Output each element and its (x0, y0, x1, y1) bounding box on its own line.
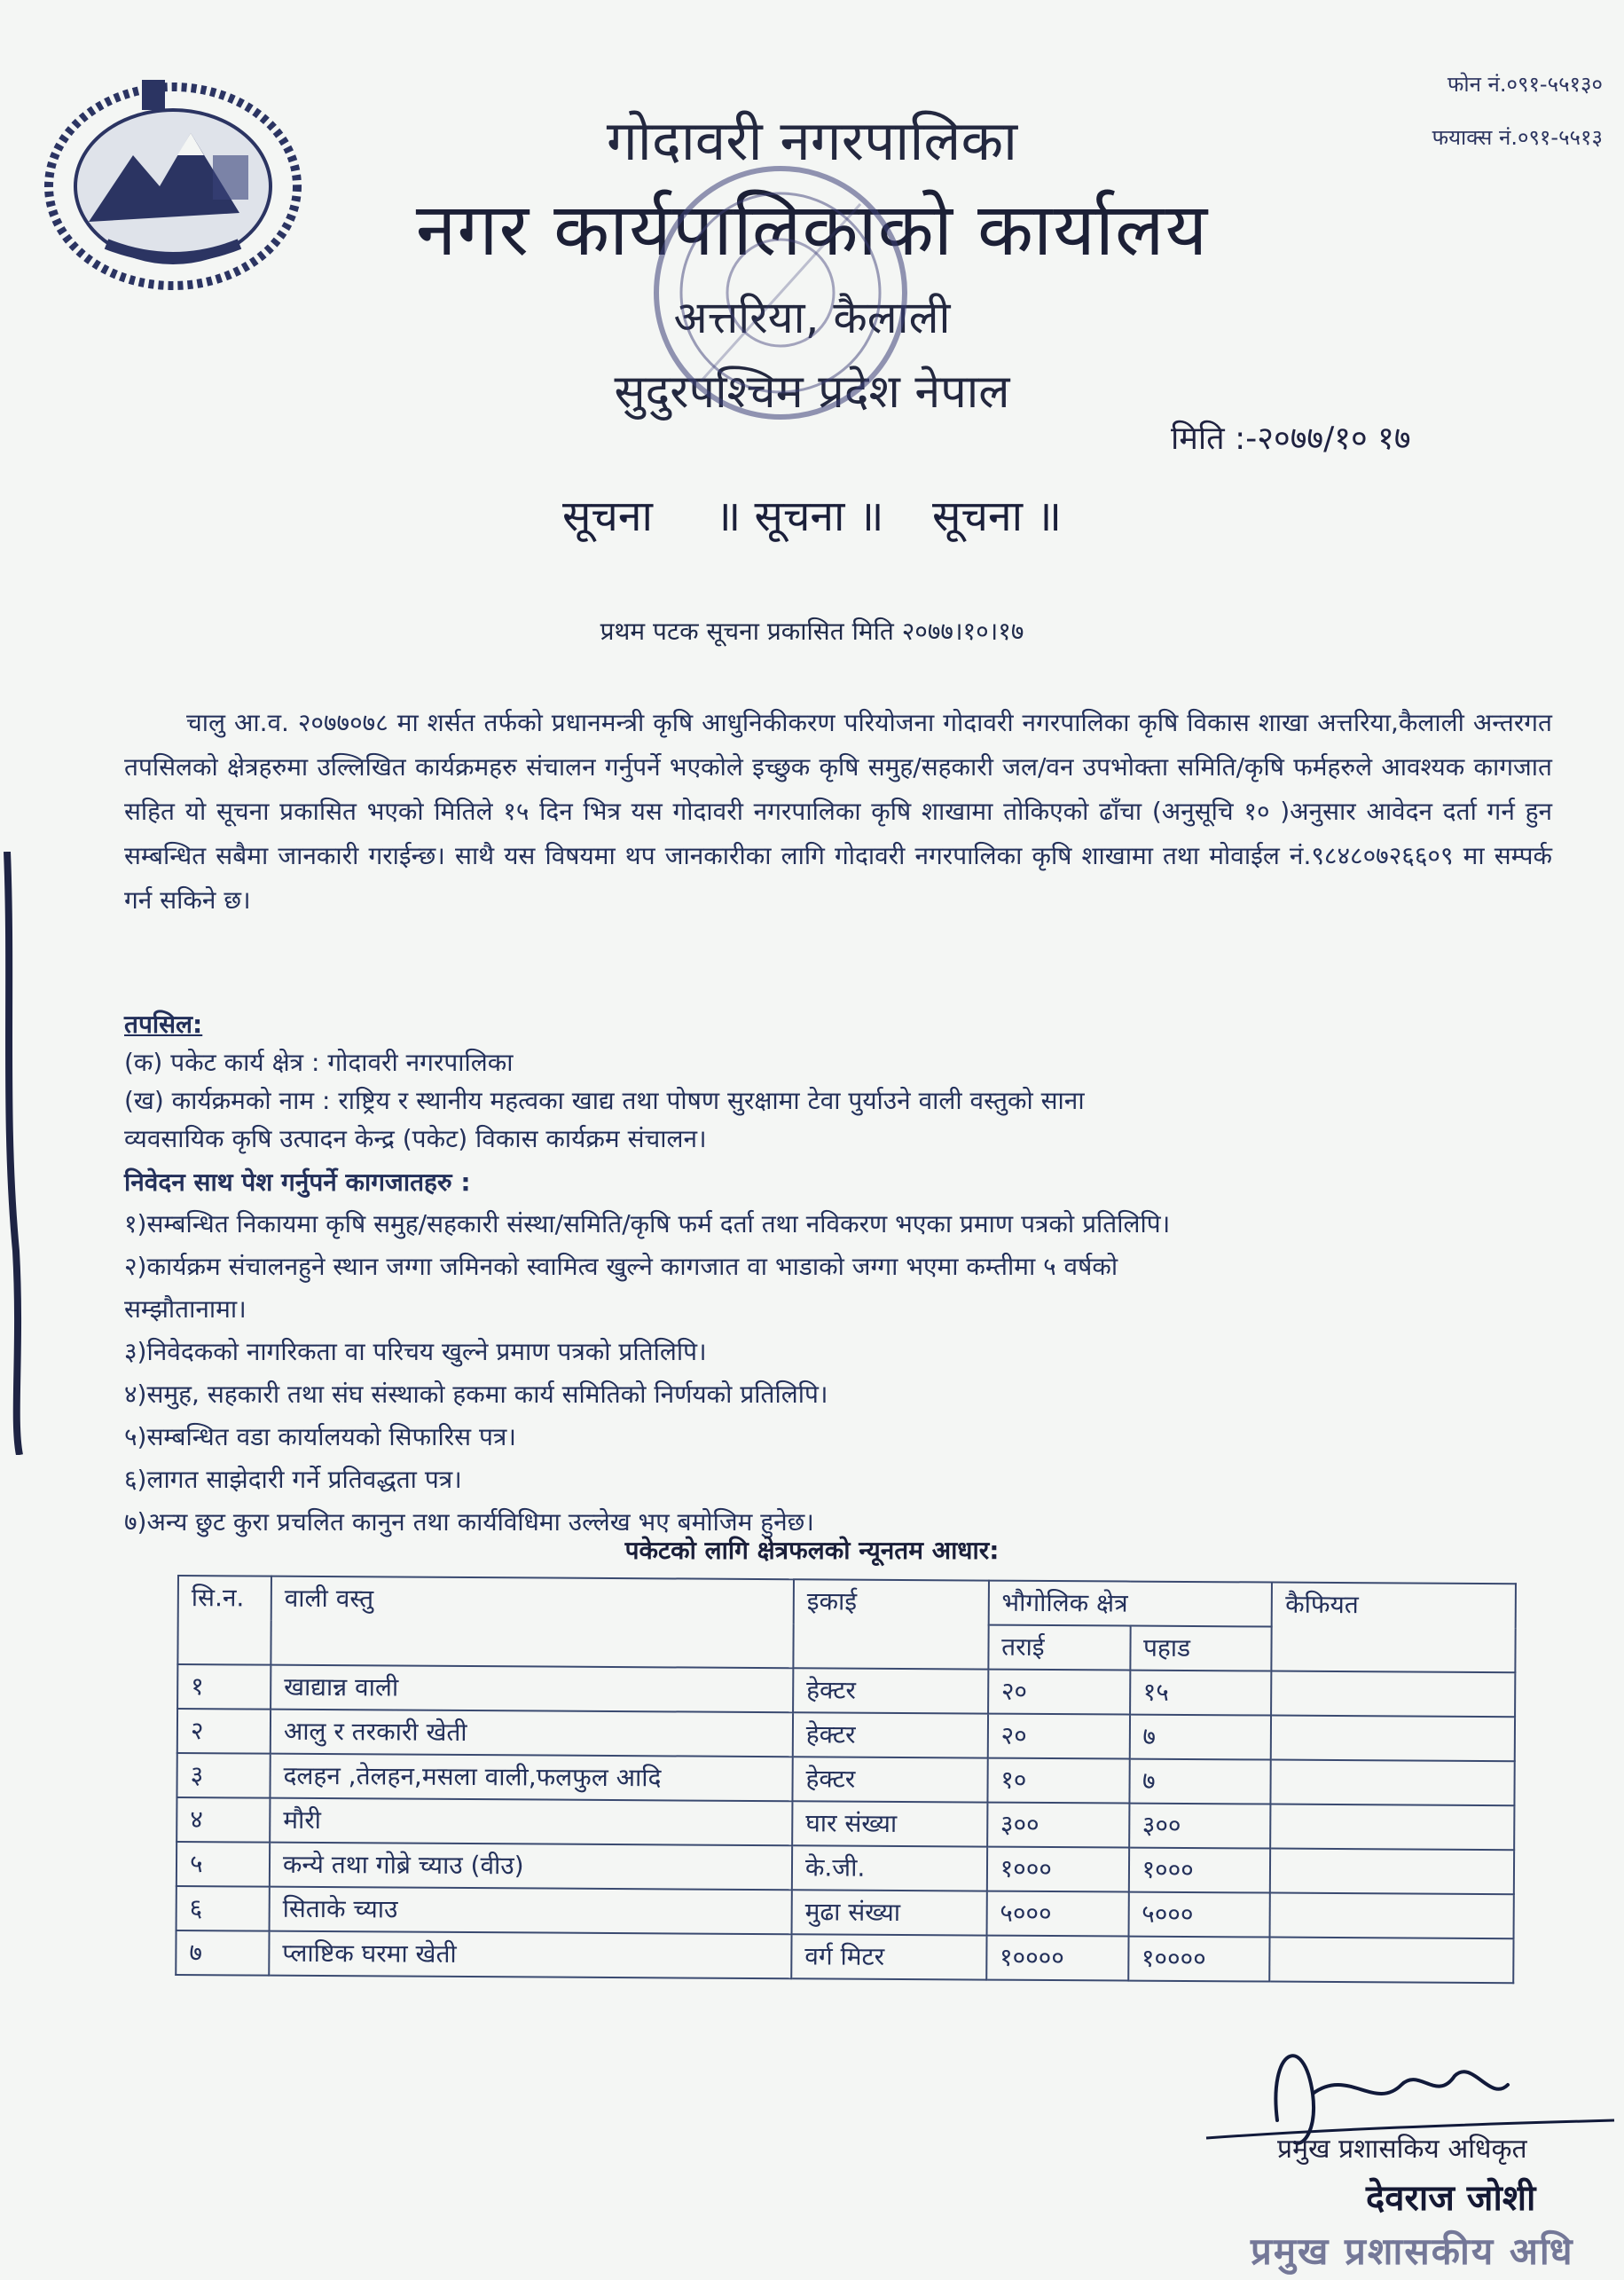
notice-title (0, 486, 1624, 544)
document-item: १)सम्बन्धित निकायमा कृषि समुह/सहकारी संस्था/समिति/कृषि फर्म दर्ता तथा नविकरण भएका प्रमाण पत्रको प्रतिलिपि। (124, 1209, 1171, 1238)
table-cell-hill: ५००० (1128, 1892, 1270, 1938)
col-header-unit: इकाई (793, 1579, 988, 1669)
notice-body-text: चालु आ.व. २०७७०७८ मा शर्सत तर्फको प्रधानमन्त्री कृषि आधुनिकीकरण परियोजना गोदावरी नगरपालिका कृषि विकास शाखा अत्तरिया,कैलाली अन्तरगत तपसिलको क्षेत्रहरुमा उल्लिखित कार्यक्रमहरु संचालन गर्नुपर्ने भएकोले इच्छुक कृषि समुह/सहकारी जल/वन उपभोक्ता समिति/कृषि फर्महरुले आवश्यक कागजात सहित यो सूचना प्रकासित भएको मितिले १५ दिन भित्र यस गोदावरी नगरपालिका कृषि शाखामा तोकिएको ढाँचा (अनुसूचि १० )अनुसार आवेदन दर्ता गर्न हुन सम्बन्धित सबैमा जानकारी गराईन्छ। साथै यस विषयमा थप जानकारीका लागि गोदावरी नगरपालिका कृषि शाखामा तथा मोवाईल नं.९८४८०७२६६०९ मा सम्पर्क गर्न सकिने छ। (124, 708, 1552, 915)
municipality-name: गोदावरी नगरपालिका (606, 108, 1018, 173)
table-cell-sn: ७ (176, 1930, 269, 1976)
table-cell-unit: वर्ग मिटर (791, 1934, 986, 1979)
table-cell-hill: ७ (1129, 1759, 1271, 1804)
notice-date: मिति :-२०७७/१० १७ (1171, 421, 1411, 457)
table-row (177, 1753, 1514, 1805)
table-cell-crop: खाद्यान्न वाली (271, 1665, 793, 1713)
signatory-designation: प्रमुख प्रशासकिय अधिकृत (1277, 2134, 1527, 2165)
document-item: ४)समुह, सहकारी तथा संघ संस्थाको हकमा कार्य समितिको निर्णयको प्रतिलिपि। (124, 1380, 828, 1409)
col-header-crop: वाली वस्तु (271, 1576, 794, 1669)
table-cell-crop: सिताके च्याउ (270, 1887, 792, 1935)
col-header-terai: तराई (988, 1625, 1130, 1671)
table-header-row (178, 1576, 1516, 1628)
table-cell-unit: हेक्टर (792, 1757, 987, 1802)
table-cell-remarks (1270, 1893, 1514, 1939)
notice-title-1: सूचना (561, 491, 653, 541)
table-cell-hill: १००० (1128, 1848, 1270, 1893)
table-cell-remarks (1270, 1938, 1514, 1984)
phone-number: फोन नं.०९१-५५१३० (1447, 72, 1603, 97)
table-cell-sn: ४ (177, 1797, 270, 1843)
col-header-sn: सि.न. (177, 1576, 271, 1665)
table-cell-sn: ३ (177, 1753, 270, 1798)
table-cell-crop: आलु र तरकारी खेती (271, 1710, 793, 1757)
table-cell-crop: दलहन ,तेलहन,मसला वाली,फलफुल आदि (270, 1754, 792, 1802)
details-heading: तपसिल: (124, 1010, 203, 1039)
document-item: ५)सम्बन्धित वडा कार्यालयको सिफारिस पत्र। (124, 1422, 516, 1451)
table-cell-hill: ३०० (1129, 1804, 1271, 1849)
table-cell-terai: १० (987, 1758, 1129, 1804)
published-date-line: प्रथम पटक सूचना प्रकासित मिति २०७७।१०।१७ (600, 617, 1024, 646)
table-cell-crop: प्लाष्टिक घरमा खेती (269, 1931, 791, 1979)
detail-kha-line1: (ख) कार्यक्रमको नाम : राष्ट्रिय र स्थानीय महत्वका खाद्य तथा पोषण सुरक्षामा टेवा पुर्याउने वाली वस्तुको साना (124, 1086, 1085, 1115)
table-caption: पकेटको लागि क्षेत्रफलको न्यूनतम आधार: (624, 1536, 1000, 1565)
detail-ka: (क) पकेट कार्य क्षेत्र : गोदावरी नगरपालिका (124, 1048, 514, 1077)
office-seal-stamp (639, 151, 922, 435)
document-item: ६)लागत साझेदारी गर्ने प्रतिवद्धता पत्र। (124, 1465, 462, 1494)
table-row (177, 1842, 1514, 1894)
office-name: नगर कार्यपालिकाको कार्यालय (415, 188, 1209, 272)
table-cell-hill: १५ (1130, 1671, 1272, 1716)
table-cell-terai: २० (988, 1670, 1130, 1715)
scan-edge-mark (0, 852, 27, 1455)
table-cell-remarks (1271, 1804, 1515, 1851)
table-cell-hill: ७ (1129, 1715, 1271, 1760)
table-cell-crop: मौरी (270, 1798, 792, 1846)
notice-title-3: सूचना ॥ (932, 491, 1063, 541)
fax-number: फयाक्स नं.०९१-५५१३ (1432, 125, 1603, 150)
document-item: ७)अन्य छुट कुरा प्रचलित कानुन तथा कार्यविधिमा उल्लेख भए बमोजिम हुनेछ। (124, 1507, 814, 1537)
col-header-remarks: कैफियत (1272, 1583, 1516, 1673)
table-cell-remarks (1271, 1716, 1515, 1762)
table-cell-crop: कन्ये तथा गोब्रे च्याउ (वीउ) (270, 1843, 792, 1891)
table-cell-terai: २० (987, 1714, 1129, 1759)
table-cell-unit: हेक्टर (793, 1712, 988, 1757)
table-cell-unit: हेक्टर (793, 1668, 988, 1713)
table-cell-sn: २ (177, 1709, 271, 1754)
table-cell-terai: १००० (986, 1847, 1128, 1892)
signatory-name: देवराज जोशी (1366, 2178, 1536, 2219)
table-cell-terai: ३०० (987, 1803, 1129, 1848)
province-name: सुदुरपश्चिम प्रदेश नेपाल (614, 366, 1010, 419)
document-item: ३)निवेदकको नागरिकता वा परिचय खुल्ने प्रमाण पत्रको प्रतिलिपि। (124, 1337, 707, 1366)
table-cell-remarks (1271, 1671, 1515, 1718)
table-cell-hill: १०००० (1128, 1937, 1270, 1982)
notice-title-2: ॥ सूचना ॥ (715, 491, 884, 541)
col-header-geo: भौगोलिक क्षेत्र (988, 1581, 1272, 1627)
table-cell-unit: मुढा संख्या (791, 1890, 986, 1935)
document-item: २)कार्यक्रम संचालनहुने स्थान जग्गा जमिनको स्वामित्व खुल्ने कागजात वा भाडाको जग्गा भएमा कम्तीमा ५ वर्षको (124, 1252, 1118, 1281)
notice-body (124, 701, 1552, 923)
table-body (176, 1664, 1515, 1983)
table-cell-sn: ६ (177, 1886, 270, 1931)
documents-heading: निवेदन साथ पेश गर्नुपर्ने कागजातहरु : (124, 1168, 471, 1197)
table-row (177, 1664, 1515, 1717)
table-cell-terai: १०००० (986, 1936, 1128, 1981)
detail-kha-line2: व्यवसायिक कृषि उत्पादन केन्द्र (पकेट) विकास कार्यक्रम संचालन। (124, 1124, 707, 1153)
table-cell-sn: ५ (177, 1842, 270, 1887)
table-cell-remarks (1270, 1849, 1514, 1895)
table-row (177, 1886, 1514, 1938)
office-location: अत्तरिया, कैलाली (673, 292, 951, 343)
table-row (177, 1709, 1515, 1761)
minimum-area-table (175, 1575, 1517, 1984)
col-header-hill: पहाड (1130, 1626, 1272, 1671)
table-cell-sn: १ (177, 1664, 271, 1710)
document-item: सम्झौतानामा। (124, 1294, 247, 1324)
table-cell-unit: के.जी. (792, 1845, 987, 1891)
table-row (176, 1930, 1513, 1983)
designation-stamp: प्रमुख प्रशासकीय अधि (1251, 2229, 1574, 2273)
table-row (177, 1797, 1514, 1850)
table-cell-unit: घार संख्या (792, 1801, 987, 1846)
table-cell-remarks (1271, 1760, 1515, 1806)
table-cell-terai: ५००० (986, 1891, 1128, 1937)
